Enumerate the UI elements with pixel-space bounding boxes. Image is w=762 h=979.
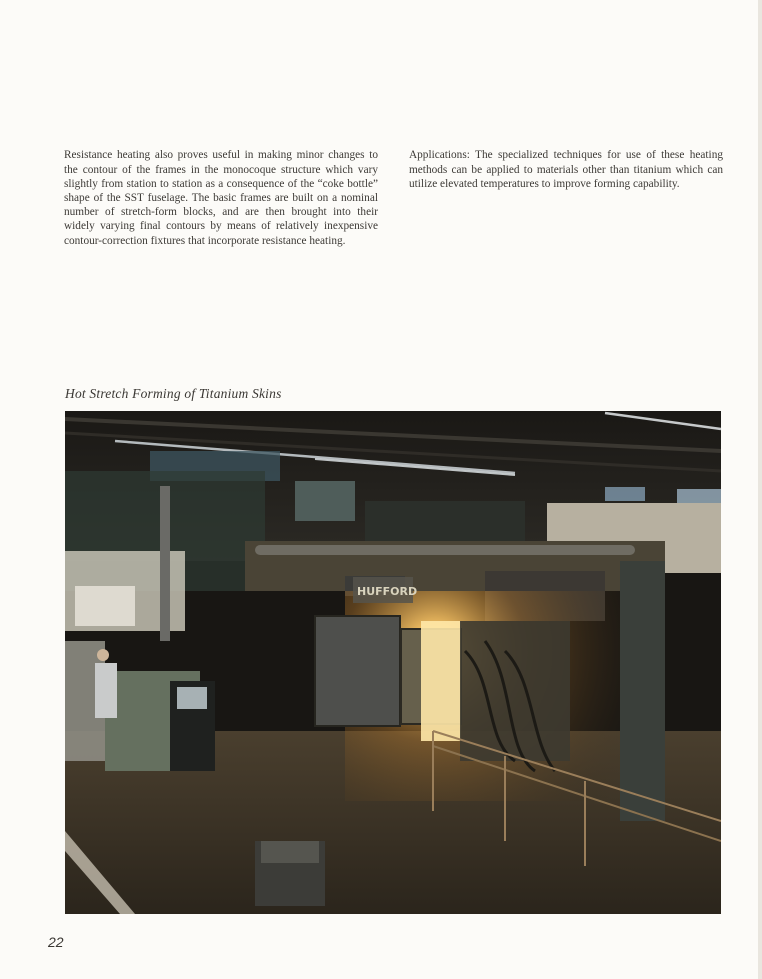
body-text-left: Resistance heating also proves useful in making minor changes to the contour of the frames in the monocoque structure which vary slightly from station to station as a consequence of the “coke bottle” shape of the SST fuselage. The basic frames are built on a nominal number of stretch-form blocks, and are then brought into their widely varying final contours by means of relatively inexpensive contour-correction fixtures that incorporate resistance heating. [64,149,378,247]
page-edge [758,0,762,979]
machine-label: HUFFORD [357,585,418,598]
machine-nameplate [353,577,417,603]
figure-caption: Hot Stretch Forming of Titanium Skins [65,386,282,401]
factory-photo [65,411,721,914]
page-number: 22 [48,934,64,950]
body-text-right: Applications: The specialized techniques for use of these heating methods can be applied to materials other than titanium which can utilize elevated temperatures to improve forming capability. [409,149,723,190]
